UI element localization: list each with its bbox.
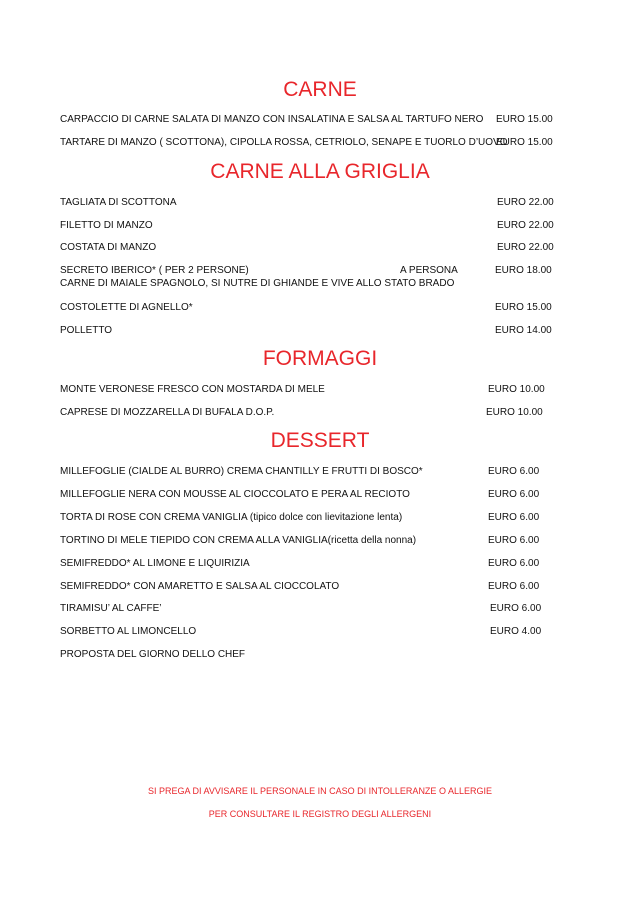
menu-item [60, 264, 560, 292]
item-name: SEMIFREDDO* AL LIMONE E LIQUIRIZIA [60, 558, 250, 569]
item-price: EURO 6.00 [488, 535, 540, 546]
item-name: CAPRESE DI MOZZARELLA DI BUFALA D.O.P. [60, 407, 275, 418]
item-price: EURO 4.00 [490, 626, 542, 637]
item-price: EURO 6.00 [490, 603, 542, 614]
allergy-notice: SI PREGA DI AVVISARE IL PERSONALE IN CASO DI INTOLLERANZE O ALLERGIE [148, 786, 492, 796]
menu-item [60, 625, 560, 639]
item-price: EURO 6.00 [488, 466, 540, 477]
allergen-register-notice: PER CONSULTARE IL REGISTRO DEGLI ALLERGENI [208, 809, 432, 819]
item-price: EURO 22.00 [497, 197, 554, 208]
item-price: EURO 10.00 [488, 384, 545, 395]
section-title-dessert: DESSERT [270, 429, 370, 452]
section-title-carne: CARNE [283, 78, 357, 101]
item-name: COSTOLETTE DI AGNELLO* [60, 302, 193, 313]
item-price: EURO 10.00 [486, 407, 543, 418]
menu-item [60, 465, 560, 479]
item-price: EURO 15.00 [496, 137, 553, 148]
menu-item [60, 136, 560, 150]
item-name: MONTE VERONESE FRESCO CON MOSTARDA DI MELE [60, 384, 325, 395]
item-price: EURO 6.00 [488, 512, 540, 523]
item-name: TORTINO DI MELE TIEPIDO CON CREMA ALLA VANIGLIA(ricetta della nonna) [60, 535, 417, 546]
menu-item [60, 557, 560, 571]
item-price: EURO 22.00 [497, 242, 554, 253]
menu-item [60, 488, 560, 502]
item-name: FILETTO DI MANZO [60, 220, 153, 231]
item-name: SEMIFREDDO* CON AMARETTO E SALSA AL CIOCCOLATO [60, 581, 340, 592]
item-price: EURO 6.00 [488, 489, 540, 500]
section-title-formaggi: FORMAGGI [262, 347, 378, 370]
item-name: COSTATA DI MANZO [60, 242, 157, 253]
menu-item [60, 219, 560, 233]
menu-item [60, 324, 560, 338]
menu-item [60, 511, 560, 525]
item-name: MILLEFOGLIE (CIALDE AL BURRO) CREMA CHANTILLY E FRUTTI DI BOSCO* [60, 466, 423, 477]
menu-item [60, 534, 560, 548]
item-name: SECRETO IBERICO* ( PER 2 PERSONE) [60, 265, 249, 276]
item-price: EURO 6.00 [488, 558, 540, 569]
item-price: EURO 15.00 [496, 114, 553, 125]
item-price: EURO 18.00 [495, 265, 552, 276]
item-name: TARTARE DI MANZO ( SCOTTONA), CIPOLLA ROSSA, CETRIOLO, SENAPE E TUORLO D’UOVO [60, 137, 508, 148]
menu-item [60, 383, 560, 397]
item-name: POLLETTO [60, 325, 113, 336]
item-name: TAGLIATA DI SCOTTONA [60, 197, 177, 208]
item-price: EURO 14.00 [495, 325, 552, 336]
item-name: TIRAMISU’ AL CAFFE’ [60, 603, 162, 614]
item-name: CARPACCIO DI CARNE SALATA DI MANZO CON INSALATINA E SALSA AL TARTUFO NERO [60, 114, 484, 125]
item-name: MILLEFOGLIE NERA CON MOUSSE AL CIOCCOLATO E PERA AL RECIOTO [60, 489, 410, 500]
item-description: CARNE DI MAIALE SPAGNOLO, SI NUTRE DI GHIANDE E VIVE ALLO STATO BRADO [60, 278, 455, 289]
item-name: SORBETTO AL LIMONCELLO [60, 626, 197, 637]
item-name: TORTA DI ROSE CON CREMA VANIGLIA (tipico dolce con lievitazione lenta) [60, 512, 403, 523]
menu-item [60, 113, 560, 127]
menu-item [60, 301, 560, 315]
section-title-griglia: CARNE ALLA GRIGLIA [210, 160, 430, 183]
item-unit-note: A PERSONA [400, 265, 458, 276]
menu-item [60, 406, 560, 420]
menu-item [60, 602, 560, 616]
item-name: PROPOSTA DEL GIORNO DELLO CHEF [60, 649, 246, 660]
menu-item [60, 196, 560, 210]
menu-item [60, 241, 560, 255]
item-price: EURO 22.00 [497, 220, 554, 231]
menu-item [60, 648, 560, 662]
item-price: EURO 15.00 [495, 302, 552, 313]
menu-item [60, 580, 560, 594]
item-price: EURO 6.00 [488, 581, 540, 592]
